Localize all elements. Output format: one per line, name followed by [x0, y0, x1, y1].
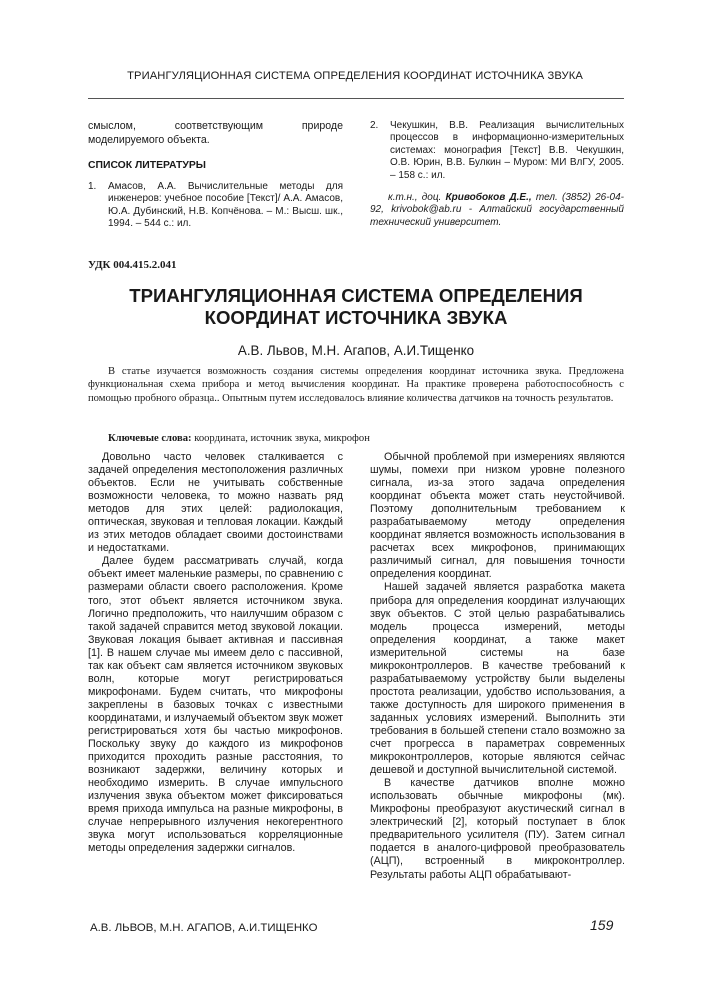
footer-authors: А.В. ЛЬВОВ, М.Н. АГАПОВ, А.И.ТИЩЕНКО	[90, 922, 318, 934]
udk-code: УДК 004.415.2.041	[88, 259, 177, 271]
article-authors: А.В. Львов, М.Н. Агапов, А.И.Тищенко	[237, 343, 475, 358]
keywords-text: координата, источник звука, микрофон	[194, 433, 370, 444]
prev-article-closing-text: смыслом, соответствующим природе моделируемого объекта.	[88, 120, 343, 146]
prev-article-right-column	[370, 120, 624, 229]
article-abstract: В статье изучается возможность создания системы определения координат источника звука. Предложена функциональная схема прибора и метод вычисления координат. На практике проверена работоспособность с помощью пробного образца.. Опытным путем исследовалось влияние количества датчиков на точность результатов.	[88, 366, 624, 404]
author-note	[370, 192, 624, 229]
reference-text: Чекушкин, В.В. Реализация вычислительных процессов в информационно-измерительных системах: монография [Текст] В.В. Чекушкин, О.В. Юрин, В.В. Булкин – Муром: МИ ВлГУ, 2005. – 158 с.: ил.	[390, 120, 624, 181]
reference-number: 1.	[88, 180, 97, 192]
body-paragraph: В качестве датчиков вполне можно использовать обычные микрофоны (мк). Микрофоны преобразуют акустический сигнал в электрический [2], который поступает в блок предварительного усилителя (ПУ). Затем сигнал подается в аналого-цифровой преобразователь (АЦП), встроенный в микроконтроллер. Результаты работы АЦП обрабатывают-	[370, 777, 625, 881]
reference-item	[88, 181, 343, 231]
body-paragraph: Нашей задачей является разработка макета прибора для определения координат излучающих звук объектов. С этой целью разрабатывались модель процесса измерений, методы определения координат, а также макет измерительной системы на базе микроконтроллеров. В качестве требований к разрабатываемому устройству были выделены простота реализации, удобство использования, а также доступность для широкого применения в заданных условиях измерений. Выполнить эти требования в большей степени стало возможно за счет прогресса в параметрах современных микроконтроллеров, которые являются сейчас дешевой и доступной вычислительной системой.	[370, 581, 625, 777]
running-head: ТРИАНГУЛЯЦИОННАЯ СИСТЕМА ОПРЕДЕЛЕНИЯ КООРДИНАТ ИСТОЧНИКА ЗВУКА	[127, 70, 583, 82]
body-paragraph: Довольно часто человек сталкивается с задачей определения местоположения различных объектов. Если не учитывать собственные возможности человека, то можно назвать ряд методов для этих целей: радиолокация, оптическая, звуковая и тепловая локации. Каждый из этих методов обладает своими достоинствами и недостатками.	[88, 451, 343, 555]
reference-text: Амасов, А.А. Вычислительные методы для инженеров: учебное пособие [Текст]/ А.А. Амасов, Ю.А. Дубинский, Н.В. Копчёнова. – М.: Высш. шк., 1994. – 544 с.: ил.	[108, 180, 343, 229]
keywords-line	[108, 433, 624, 444]
reference-item	[370, 120, 624, 182]
keywords-label: Ключевые слова:	[108, 433, 192, 444]
prev-article-left-column	[88, 120, 343, 230]
header-divider	[88, 98, 624, 99]
article-right-column	[370, 451, 625, 882]
author-name: Кривобоков Д.Е.,	[445, 192, 532, 204]
page-number: 159	[590, 917, 614, 933]
article-left-column	[88, 451, 343, 855]
article-title: ТРИАНГУЛЯЦИОННАЯ СИСТЕМА ОПРЕДЕЛЕНИЯ КООРДИНАТ ИСТОЧНИКА ЗВУКА	[129, 285, 583, 328]
author-degree: к.т.н., доц.	[388, 192, 442, 204]
references-heading: СПИСОК ЛИТЕРАТУРЫ	[88, 160, 206, 172]
body-paragraph: Обычной проблемой при измерениях являются шумы, помехи при низком уровне полезного сигнала, из-за этого задача определения координат объекта может стать неустойчивой. Поэтому дополнительным требованием к разрабатываемому методу определения координат является возможность использования в расчетах всех микрофонов, принимающих различимый сигнал, для повышения точности определения координат.	[370, 451, 625, 581]
body-paragraph: Далее будем рассматривать случай, когда объект имеет маленькие размеры, по сравнению с размерами области своего расположения. Кроме того, этот объект является источником звука. Логично предположить, что наилучшим образом с такой задачей справится метод звуковой локации. Звуковая локация бывает активная и пассивная [1]. В нашем случае мы имеем дело с пассивной, так как объект сам является источником звуковых волн, которые могут регистрироваться микрофонами. Будем считать, что микрофоны закреплены в базовых точках с известными координатами, и излучаемый объектом звук может регистрироваться хотя бы частью микрофонов. Поскольку звуку до каждого из микрофонов приходится проходить разные расстояния, то возникают задержки, величину которых и необходимо измерить. В случае импульсного излучения звука объектом может фиксироваться время прихода импульса на разные микрофоны, в случае непрерывного излучения некогерентного звука могут использоваться корреляционные методы определения задержки сигналов.	[88, 555, 343, 855]
author-contacts: тел. (3852) 26-04-92, krivobok@ab.ru - Алтайский государственный технический университет.	[370, 192, 624, 228]
reference-number: 2.	[370, 120, 379, 131]
